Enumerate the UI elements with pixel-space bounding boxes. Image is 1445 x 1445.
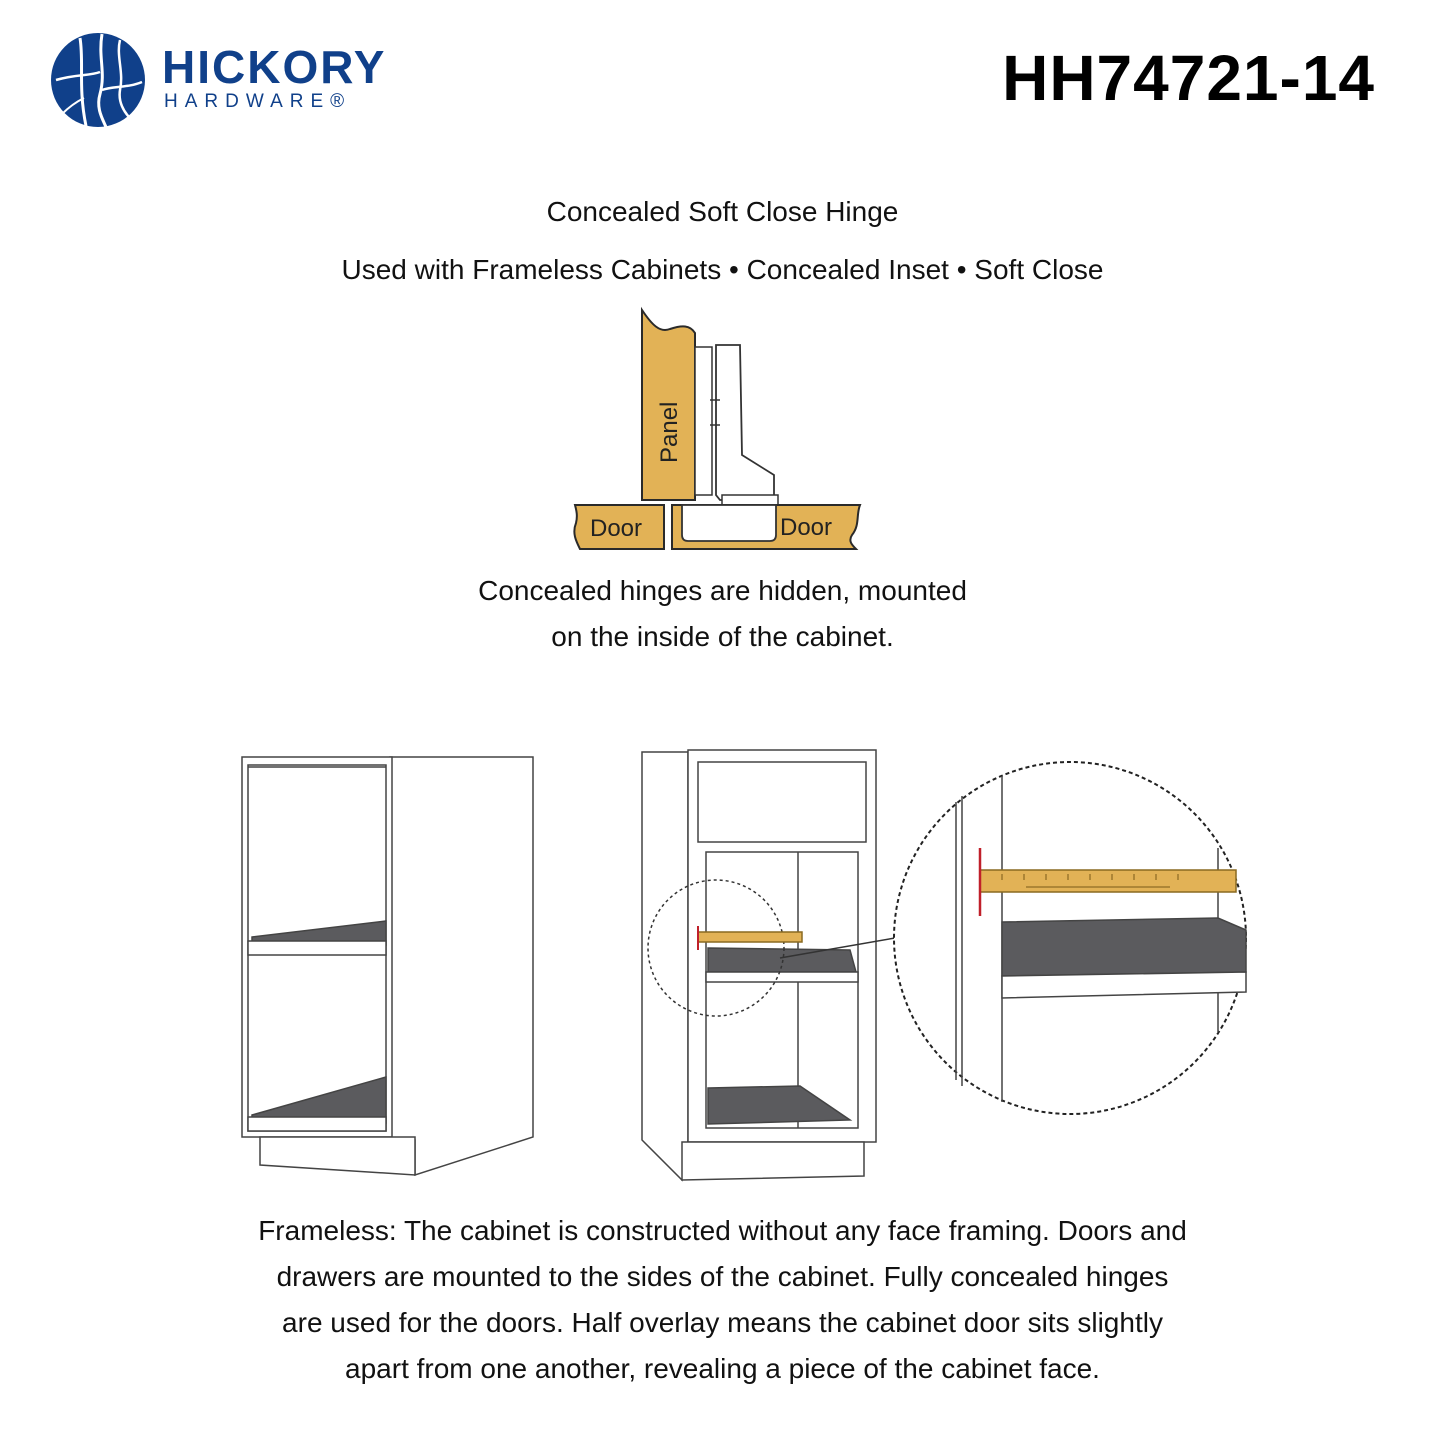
cabinet-detail-illustration <box>630 740 1260 1190</box>
brand-logo <box>50 30 390 130</box>
hinge-arm <box>695 347 712 495</box>
frameless-cabinet-illustration <box>230 745 550 1190</box>
panel-label: Panel <box>656 401 683 463</box>
caption-line-1: Concealed hinges are hidden, mounted <box>478 575 967 606</box>
description-line-2: drawers are mounted to the sides of the cabinet. Fully concealed hinges <box>276 1261 1169 1292</box>
door-right-label: Door <box>780 514 833 541</box>
description-line-4: apart from one another, revealing a piece of the cabinet face. <box>345 1353 1100 1384</box>
product-title: Concealed Soft Close Hinge <box>546 196 899 227</box>
hinge-cup <box>682 505 776 541</box>
door-left-label: Door <box>590 515 643 542</box>
product-sku: HH74721-14 <box>1002 42 1375 114</box>
branch-circle-logo-icon <box>50 32 146 128</box>
hinge-body <box>716 345 774 500</box>
brand-subname: HARDWARE® <box>164 91 352 112</box>
product-subtitle: Used with Frameless Cabinets • Concealed Inset • Soft Close <box>341 254 1104 285</box>
hinge-caption <box>0 568 1445 660</box>
hinge-diagram <box>560 305 880 560</box>
caption-line-2: on the inside of the cabinet. <box>551 621 894 652</box>
frameless-description <box>0 1208 1445 1392</box>
description-line-3: are used for the doors. Half overlay means the cabinet door sits slightly <box>282 1307 1163 1338</box>
brand-name: HICKORY <box>162 41 387 93</box>
description-line-1: Frameless: The cabinet is constructed without any face framing. Doors and <box>258 1215 1187 1246</box>
